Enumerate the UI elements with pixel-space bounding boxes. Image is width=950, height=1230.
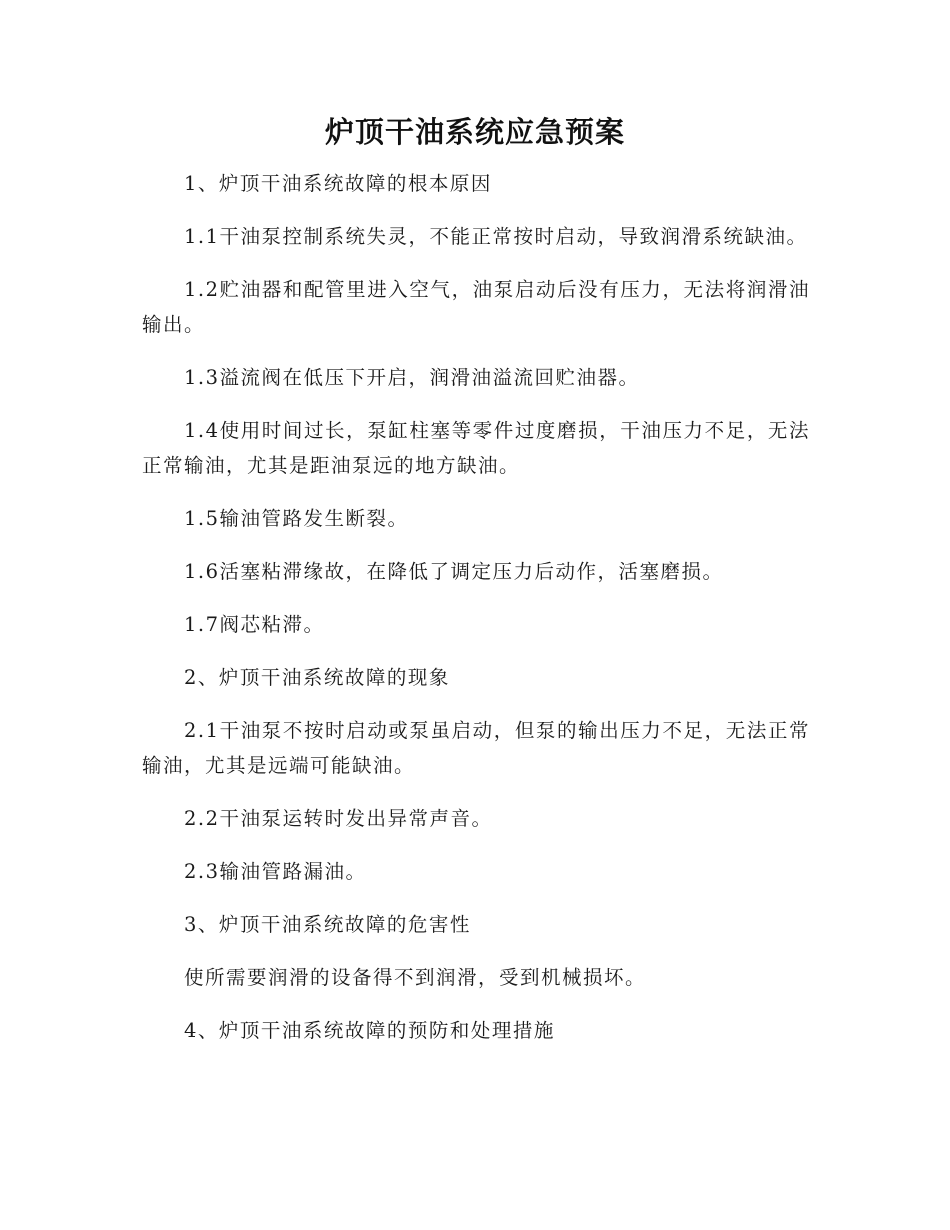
paragraph: 1.5输油管路发生断裂。 [184,507,409,530]
document-body [142,166,810,1066]
paragraph: 2.3输油管路漏油。 [184,860,367,883]
paragraph: 1.1干油泵控制系统失灵，不能正常按时启动，导致润滑系统缺油。 [184,225,808,248]
paragraph: 1.3溢流阀在低压下开启，润滑油溢流回贮油器。 [184,366,640,389]
section-heading-4: 4、炉顶干油系统故障的预防和处理措施 [184,1019,555,1042]
paragraph: 使所需要润滑的设备得不到润滑，受到机械损坏。 [184,966,647,989]
paragraph: 2.1干油泵不按时启动或泵虽启动，但泵的输出压力不足，无法正常输油，尤其是远端可能缺油。 [142,719,810,777]
paragraph: 1.6活塞粘滞缘故，在降低了调定压力后动作，活塞磨损。 [184,560,724,583]
paragraph: 2.2干油泵运转时发出异常声音。 [184,807,493,830]
paragraph: 1.2贮油器和配管里进入空气，油泵启动后没有压力，无法将润滑油输出。 [142,278,810,336]
section-heading-3: 3、炉顶干油系统故障的危害性 [184,913,471,936]
section-heading-2: 2、炉顶干油系统故障的现象 [184,666,450,689]
document-title: 炉顶干油系统应急预案 [324,115,625,149]
paragraph: 1.4使用时间过长，泵缸柱塞等零件过度磨损，干油压力不足，无法正常输油，尤其是距油泵远的地方缺油。 [142,419,810,477]
paragraph: 1.7阀芯粘滞。 [184,613,325,636]
section-heading-1: 1、炉顶干油系统故障的根本原因 [184,172,492,195]
